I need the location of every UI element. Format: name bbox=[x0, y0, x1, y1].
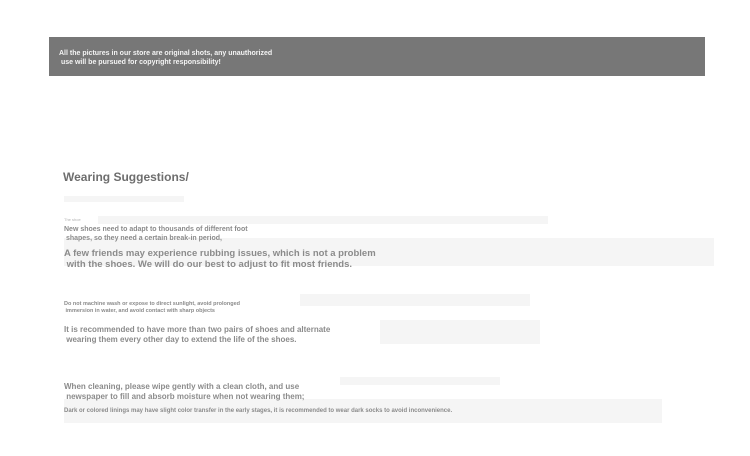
linings-text: Dark or colored linings may have slight color transfer in the early stages, it is recommended to wear dark socks to avoid inconvenience. bbox=[64, 408, 453, 414]
faint-text-block bbox=[300, 294, 530, 306]
copyright-notice: All the pictures in our store are original shots, any unauthorized use will be pursued for copyright responsibility! bbox=[59, 50, 273, 66]
faint-text-block bbox=[340, 377, 500, 385]
cleaning-text: When cleaning, please wipe gently with a clean cloth, and use newspaper to fill and absorb moisture when not wearing them; bbox=[64, 382, 305, 401]
alternate-text: It is recommended to have more than two pairs of shoes and alternate wearing them every other day to extend the life of the shoes. bbox=[64, 325, 331, 344]
faint-subtitle-block bbox=[64, 196, 184, 202]
faint-text-block bbox=[380, 320, 540, 344]
faint-text-block bbox=[98, 216, 548, 224]
copyright-banner bbox=[49, 37, 705, 76]
section-title: Wearing Suggestions/ bbox=[63, 170, 189, 184]
tiny-label: The shoe bbox=[64, 217, 81, 222]
break-in-text: New shoes need to adapt to thousands of different foot shapes, so they need a certain break-in period, bbox=[64, 226, 248, 242]
rubbing-text: A few friends may experience rubbing issues, which is not a problem with the shoes. We will do our best to adjust to fit most friends. bbox=[64, 248, 376, 270]
washing-text: Do not machine wash or expose to direct sunlight, avoid prolonged immersion in water, and avoid contact with sharp objects bbox=[64, 301, 241, 314]
